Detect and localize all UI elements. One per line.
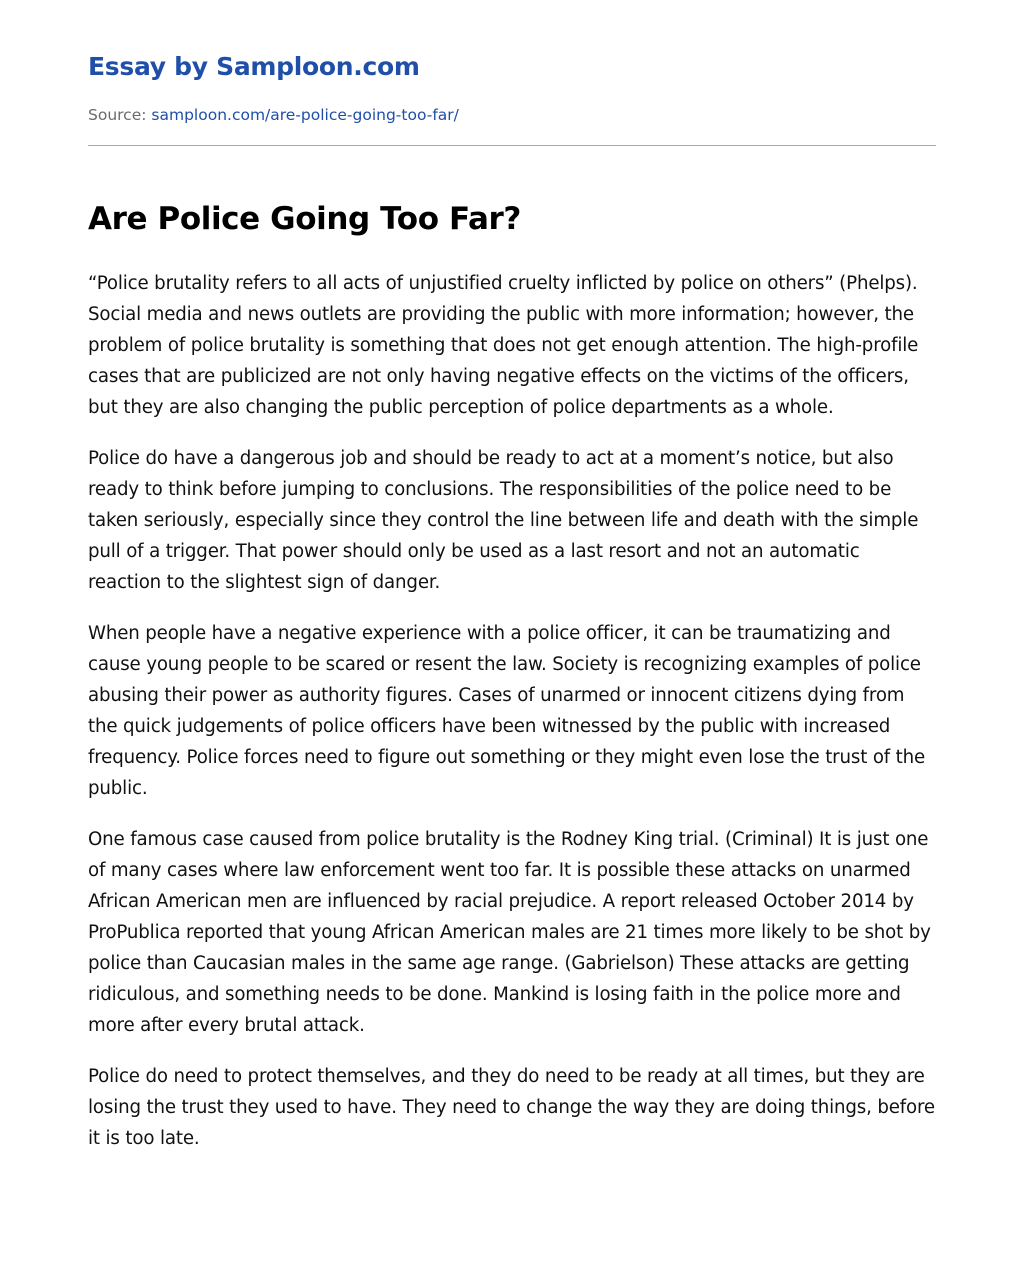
source-link[interactable]: samploon.com/are-police-going-too-far/ bbox=[151, 106, 459, 124]
paragraph: “Police brutality refers to all acts of unjustified cruelty inflicted by police on others” (Phelps). Social media and news outlets are providing the public with more information; however, the problem of police brutality is something that does not get enough attention. The high-profile cases that are publicized are not only having negative effects on the victims of the officers, but they are also changing the public perception of police departments as a whole. bbox=[88, 273, 919, 418]
source-label: Source: bbox=[88, 106, 147, 124]
article-body bbox=[88, 268, 936, 1174]
source-line bbox=[88, 106, 459, 124]
paragraph: When people have a negative experience with a police officer, it can be traumatizing and cause young people to be scared or resent the law. Society is recognizing examples of police abusing their power as authority figures. Cases of unarmed or innocent citizens dying from the quick judgements of police officers have been witnessed by the public with increased frequency. Police forces need to figure out something or they might even lose the trust of the public. bbox=[88, 623, 926, 799]
header-divider bbox=[88, 145, 936, 146]
article-title: Are Police Going Too Far? bbox=[88, 201, 521, 237]
paragraph: One famous case caused from police brutality is the Rodney King trial. (Criminal) It is just one of many cases where law enforcement went too far. It is possible these attacks on unarmed African American men are influenced by racial prejudice. A report released October 2014 by ProPublica reported that young African American males are 21 times more likely to be shot by police than Caucasian males in the same age range. (Gabrielson) These attacks are getting ridiculous, and something needs to be done. Mankind is losing faith in the police more and more after every brutal attack. bbox=[88, 829, 931, 1036]
site-brand[interactable]: Essay by Samploon.com bbox=[88, 52, 420, 81]
paragraph: Police do have a dangerous job and should be ready to act at a moment’s notice, but also ready to think before jumping to conclusions. The responsibilities of the police need to be taken seriously, especially since they control the line between life and death with the simple pull of a trigger. That power should only be used as a last resort and not an automatic reaction to the slightest sign of danger. bbox=[88, 448, 919, 593]
paragraph: Police do need to protect themselves, and they do need to be ready at all times, but they are losing the trust they used to have. They need to change the way they are doing things, before it is too late. bbox=[88, 1066, 935, 1149]
